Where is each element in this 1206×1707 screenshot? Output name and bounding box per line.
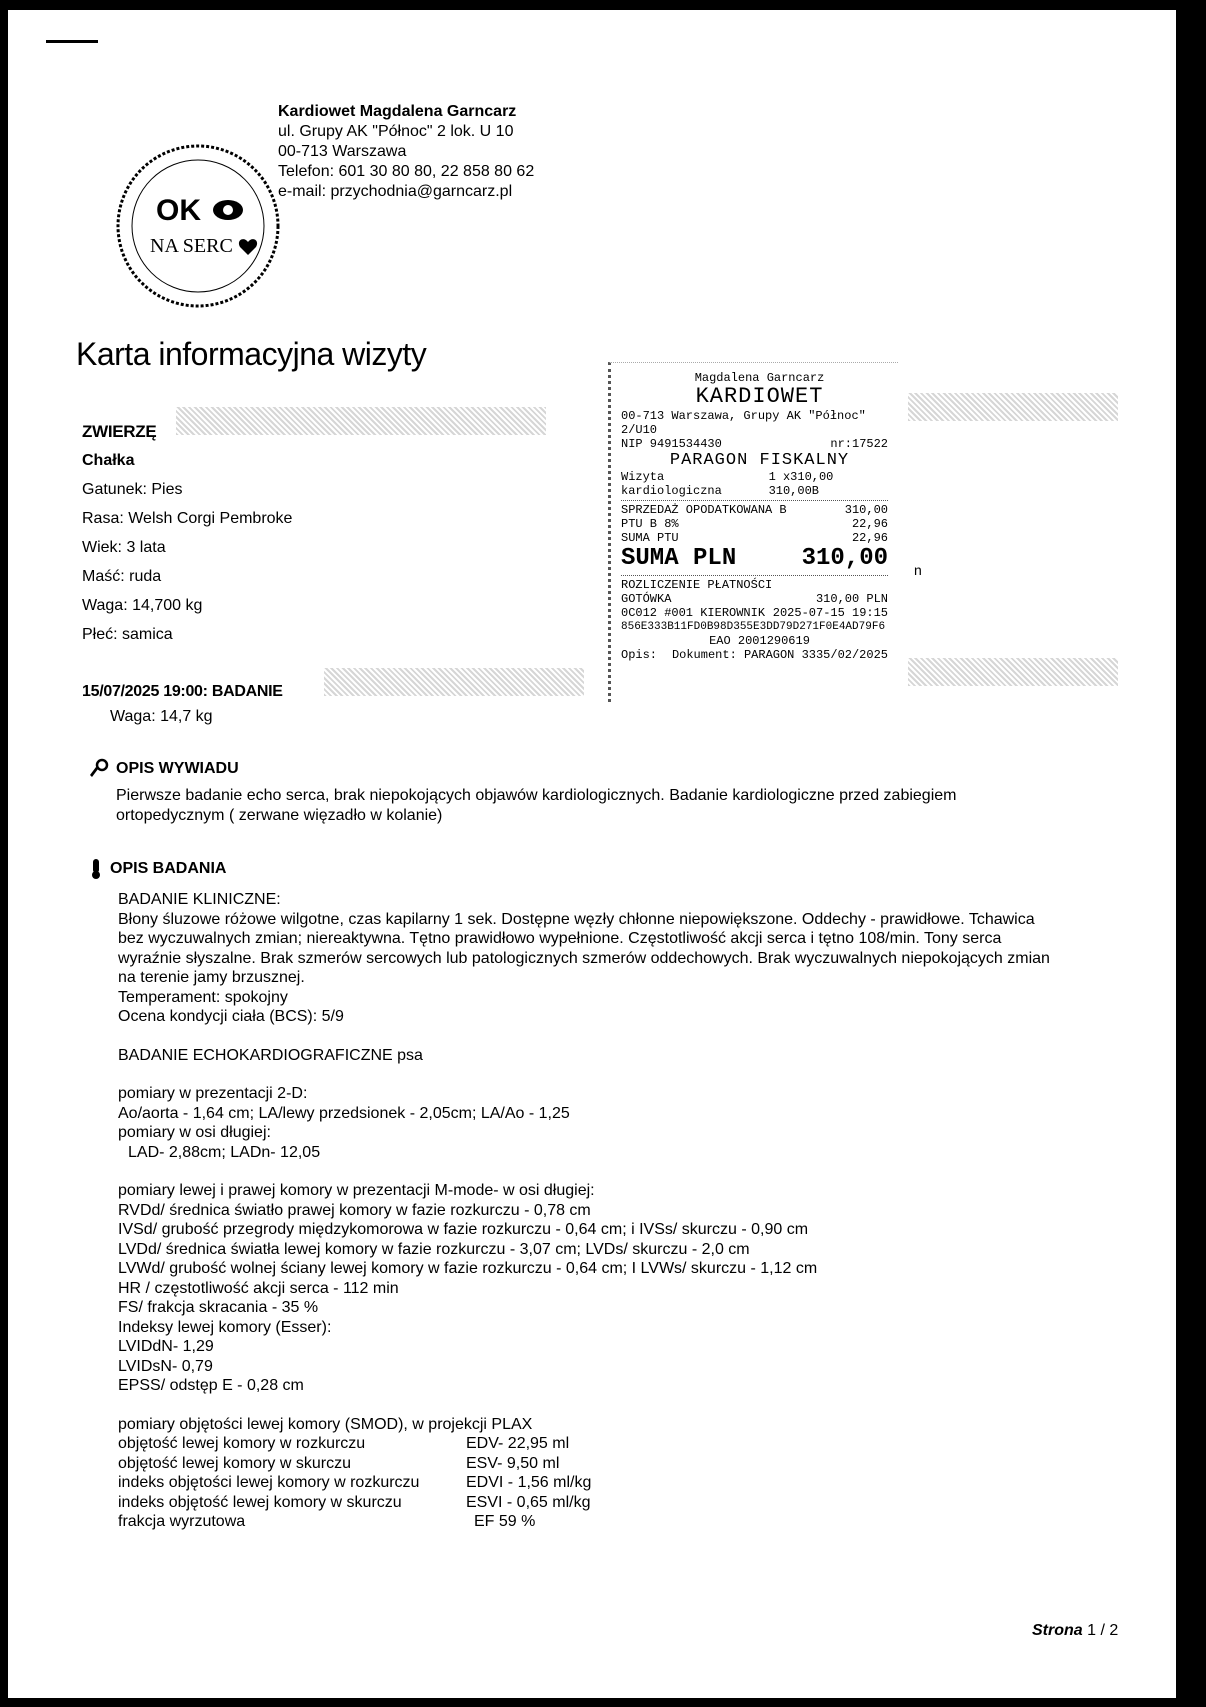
m2d-line: LAD- 2,88cm; LADn- 12,05 bbox=[128, 1143, 321, 1161]
mmode-line: IVSd/ grubość przegrody międzykomorowa w fazie rozkurczu - 0,64 cm; i IVSs/ skurczu - 0,90 cm bbox=[118, 1221, 809, 1238]
receipt-sum: SUMA PLN 310,00 bbox=[621, 545, 888, 572]
mmode-line: EPSS/ odstęp E - 0,28 cm bbox=[118, 1377, 304, 1394]
page-title: Karta informacyjna wizyty bbox=[76, 336, 427, 372]
receipt-nip: NIP 9491534430 bbox=[621, 437, 722, 451]
mmode-line: pomiary lewej i prawej komory w prezentacji M-mode- w osi długiej: bbox=[118, 1182, 595, 1199]
logo-ok-text: OK bbox=[156, 194, 201, 227]
receipt-nr: nr:17522 bbox=[830, 437, 888, 451]
clinical-line: wyraźnie słyszalne. Brak szmerów sercowych lub patologicznych szmerów oddechowych. Brak wyczuwalnych niepokojących zmian bbox=[118, 949, 1050, 967]
logo-serce-text: NA SERC bbox=[150, 235, 233, 257]
animal-header: ZWIERZĘ bbox=[82, 422, 157, 441]
animal-name: Chałka bbox=[82, 452, 135, 469]
animal-age: Wiek: 3 lata bbox=[82, 539, 166, 556]
smod-value: ESV- 9,50 ml bbox=[466, 1454, 560, 1472]
footer-label: Strona bbox=[1032, 1622, 1083, 1639]
receipt-owner: Magdalena Garncarz bbox=[694, 371, 825, 385]
smod-label: indeks objętości lewej komory w rozkurczu bbox=[118, 1474, 420, 1491]
clinic-phone: Telefon: 601 30 80 80, 22 858 80 62 bbox=[278, 163, 535, 180]
visit-weight: Waga: 14,7 kg bbox=[110, 708, 213, 725]
mmode-line: LVWd/ grubość wolnej ściany lewej komory w fazie rozkurczu - 0,64 cm; I LVWs/ skurczu - 1,12 cm bbox=[118, 1260, 818, 1277]
animal-weight: Waga: 14,700 kg bbox=[82, 597, 203, 614]
smod-value: EF 59 % bbox=[474, 1513, 536, 1530]
receipt-divider bbox=[621, 575, 888, 576]
clinic-email: e-mail: przychodnia@garncarz.pl bbox=[278, 183, 513, 200]
smod-header: pomiary objętości lewej komory (SMOD), w projekcji PLAX bbox=[118, 1415, 533, 1433]
visit-section bbox=[82, 683, 283, 726]
clinical-header: BADANIE KLINICZNE: bbox=[118, 891, 281, 908]
mmode-line: HR / częstotliwość akcji serca - 112 min bbox=[118, 1279, 399, 1297]
receipt-opis: Opis: bbox=[621, 648, 658, 662]
stethoscope-icon bbox=[88, 758, 110, 780]
exam-header: OPIS BADANIA bbox=[88, 858, 226, 880]
clinical-line: na terenie jamy brzusznej. bbox=[118, 969, 305, 986]
animal-species: Gatunek: Pies bbox=[82, 481, 183, 498]
receipt-item-qty: 1 x310,00 310,00B bbox=[768, 470, 834, 498]
clinical-line: Ocena kondycji ciała (BCS): 5/9 bbox=[118, 1008, 344, 1025]
m2d-line: pomiary w osi długiej: bbox=[118, 1124, 271, 1141]
receipt-address: 00-713 Warszawa, Grupy AK "Północ" 2/U10 bbox=[621, 409, 866, 437]
redacted-right-block-2 bbox=[908, 658, 1118, 686]
receipt-settlement: ROZLICZENIE PŁATNOŚCI bbox=[621, 578, 773, 592]
smod-table bbox=[118, 1434, 1138, 1532]
clinic-address-line2: 00-713 Warszawa bbox=[278, 143, 407, 160]
m2d-line: Ao/aorta - 1,64 cm; LA/lewy przedsionek - 2,05cm; LA/Ao - 1,25 bbox=[118, 1104, 570, 1122]
clinical-line: Temperament: spokojny bbox=[118, 988, 288, 1006]
interview-line1: Pierwsze badanie echo serca, brak niepokojących objawów kardiologicznych. Badanie kardiologiczne przed zabiegiem bbox=[116, 787, 957, 804]
receipt-row: SUMA PTU 22,96 bbox=[621, 531, 888, 545]
receipt-row: SPRZEDAŻ OPODATKOWANA B 310,00 bbox=[621, 503, 888, 517]
clinic-address-line1: ul. Grupy AK "Północ" 2 lok. U 10 bbox=[278, 123, 514, 140]
smod-label: objętość lewej komory w skurczu bbox=[118, 1454, 351, 1472]
mmode-line: LVIDdN- 1,29 bbox=[118, 1338, 214, 1355]
interview-line2: ortopedycznym ( zerwane więzadło w kolanie) bbox=[116, 807, 443, 824]
animal-color: Maść: ruda bbox=[82, 568, 162, 585]
receipt-divider bbox=[621, 500, 888, 501]
smod-value: EDVI - 1,56 ml/kg bbox=[466, 1474, 592, 1491]
interview-header: OPIS WYWIADU bbox=[88, 758, 956, 780]
redacted-visit-block bbox=[324, 668, 584, 696]
animal-breed: Rasa: Welsh Corgi Pembroke bbox=[82, 510, 293, 527]
mmode-line: Indeksy lewej komory (Esser): bbox=[118, 1318, 332, 1336]
footer-page: 1 / 2 bbox=[1087, 1622, 1119, 1639]
receipt-row: PTU B 8% 22,96 bbox=[621, 517, 888, 531]
animal-sex: Płeć: samica bbox=[82, 626, 173, 643]
heart-icon bbox=[239, 239, 257, 255]
m2d-line: pomiary w prezentacji 2-D: bbox=[118, 1085, 308, 1102]
animal-section bbox=[82, 422, 292, 655]
fiscal-receipt bbox=[608, 362, 898, 702]
mmode-line: LVDd/ średnica światła lewej komory w fazie rozkurczu - 3,07 cm; LVDs/ skurczu - 2,0 cm bbox=[118, 1240, 750, 1258]
echo-header: BADANIE ECHOKARDIOGRAFICZNE psa bbox=[118, 1046, 423, 1064]
exam-section-header bbox=[88, 858, 226, 880]
receipt-cashier: 0C012 #001 KIEROWNIK bbox=[621, 606, 766, 620]
exam-body bbox=[118, 890, 1138, 1532]
receipt-document: Dokument: PARAGON 3335/02/2025 bbox=[671, 648, 888, 662]
smod-label: frakcja wyrzutowa bbox=[118, 1513, 246, 1530]
document-page bbox=[8, 10, 1176, 1698]
mmode-line: LVIDsN- 0,79 bbox=[118, 1357, 213, 1375]
receipt-side-mark: n bbox=[914, 562, 922, 578]
clinical-line: bez wyczuwalnych zmian; niereaktywna. Tętno prawidłowo wypełnione. Częstotliwość akcji serca i tętno 108/min. Tony serca bbox=[118, 930, 1002, 947]
smod-label: objętość lewej komory w rozkurczu bbox=[118, 1435, 366, 1452]
receipt-datetime: 2025-07-15 19:15 bbox=[772, 606, 888, 620]
corner-mark bbox=[46, 40, 98, 43]
receipt-item-name: Wizyta kardiologiczna bbox=[621, 470, 722, 498]
redacted-right-block bbox=[908, 393, 1118, 421]
mmode-line: RVDd/ średnica światło prawej komory w fazie rozkurczu - 0,78 cm bbox=[118, 1201, 591, 1219]
receipt-hash: 856E333B11FD0B98D355E3DD79D271F0E4AD79F6 bbox=[621, 621, 886, 633]
thermometer-icon bbox=[88, 858, 104, 880]
receipt-brand: KARDIOWET bbox=[695, 384, 824, 409]
mmode-line: FS/ frakcja skracania - 35 % bbox=[118, 1299, 319, 1316]
page-footer bbox=[1032, 1622, 1118, 1640]
smod-value: ESVI - 0,65 ml/kg bbox=[466, 1493, 591, 1511]
receipt-cash-value: 310,00 PLN bbox=[815, 592, 888, 606]
receipt-type: PARAGON FISKALNY bbox=[669, 451, 850, 470]
clinic-logo-stamp bbox=[110, 138, 286, 314]
clinic-name: Kardiowet Magdalena Garncarz bbox=[278, 103, 517, 120]
receipt-ead: EAO 2001290619 bbox=[709, 634, 810, 648]
smod-label: indeks objętość lewej komory w skurczu bbox=[118, 1493, 402, 1511]
interview-section bbox=[88, 758, 956, 826]
clinical-line: Błony śluzowe różowe wilgotne, czas kapilarny 1 sek. Dostępne węzły chłonne niepowiększone. Oddechy - prawidłowe. Tchawica bbox=[118, 910, 1035, 928]
visit-header: 15/07/2025 19:00: BADANIE bbox=[82, 683, 283, 700]
clinic-header bbox=[278, 102, 534, 202]
smod-value: EDV- 22,95 ml bbox=[466, 1435, 570, 1452]
receipt-cash-label: GOTÓWKA bbox=[621, 592, 672, 606]
